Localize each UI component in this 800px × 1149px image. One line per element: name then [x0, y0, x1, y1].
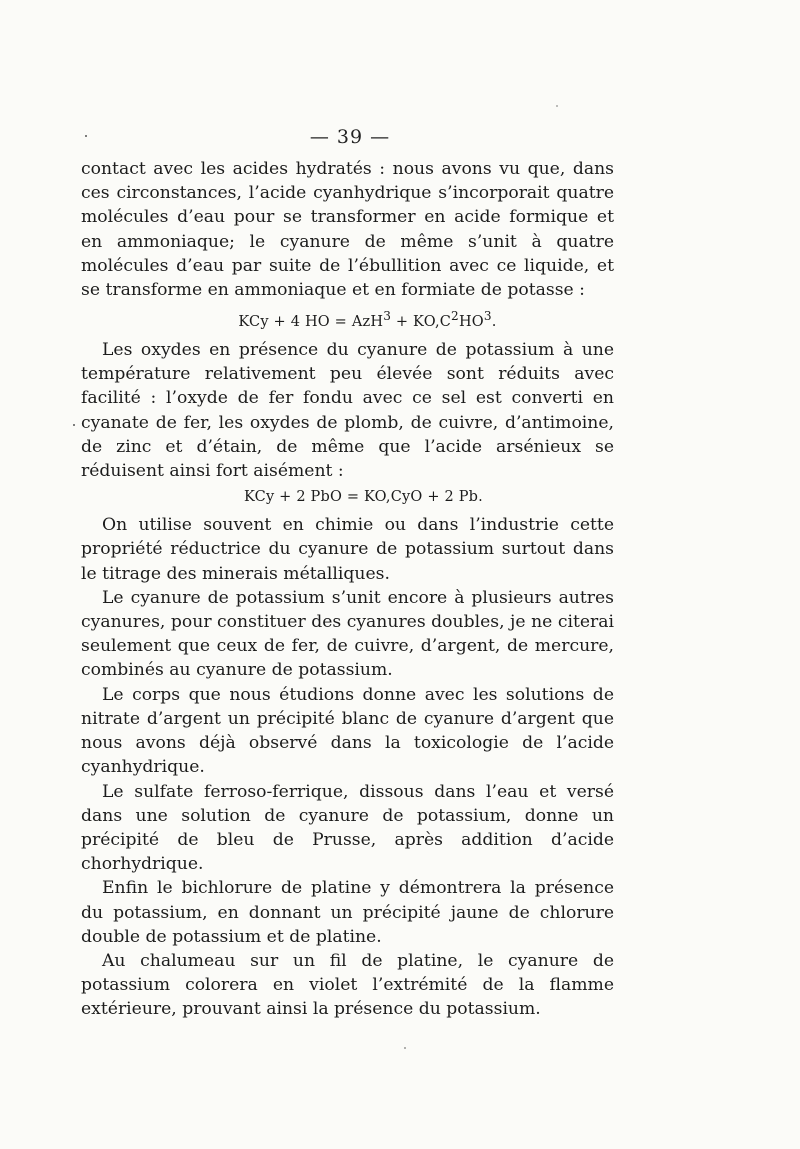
formula-part: . — [491, 314, 497, 331]
page-number: — 39 — — [309, 126, 391, 148]
paragraph-2: Les oxydes en présence du cyanure de potassium à une température relativement peu élevée sont réduits avec facilité : l’oxyde de fer fondu avec ce sel est converti en cyanate de fer, les oxydes de plomb, de cuivre, d’antimoine, de zinc et d’étain, de même que l’acide arsénieux se réduisent ainsi fort aisément : — [81, 340, 614, 482]
paragraph-1: contact avec les acides hydratés : nous avons vu que, dans ces circonstances, l’acide cyanhydrique s’incorporait quatre molécules d’eau pour se transformer en acide formique et en ammoniaque; le cyanure de même s’unit à quatre molécules d’eau par suite de l’ébullition avec ce liquide, et se transforme en ammoniaque et en formiate de potasse : — [81, 159, 614, 301]
paragraph-3: On utilise souvent en chimie ou dans l’industrie cette propriété réductrice du cyanure de potassium surtout dans le titrage des minerais métalliques. — [81, 515, 614, 584]
formula-part: + KO,C — [391, 314, 452, 331]
formula-part: KCy + 4 HO = AzH — [238, 314, 384, 331]
paragraph-8: Au chalumeau sur un fil de platine, le cyanure de potassium colorera en violet l’extrémité de la flamme extérieure, prouvant ainsi la présence du potassium. — [81, 950, 614, 1020]
formula-formiate — [81, 304, 614, 334]
print-speck — [404, 1047, 406, 1049]
formula-part: HO — [458, 314, 484, 331]
formula-superscript: 3 — [383, 309, 392, 324]
print-speck — [556, 105, 558, 107]
paragraph-5: Le corps que nous étudions donne avec les solutions de nitrate d’argent un précipité blanc de cyanure d’argent que nous avons déjà observé dans la toxicologie de l’acide cyanhydrique. — [81, 684, 614, 778]
paragraph-7: Enfin le bichlorure de platine y démontrera la présence du potassium, en donnant un précipité jaune de chlorure double de potassium et de platine. — [81, 878, 614, 947]
body-text — [81, 157, 614, 1022]
paragraph-6: Le sulfate ferroso-ferrique, dissous dans l’eau et versé dans une solution de cyanure de potassium, donne un précipité de bleu de Prusse, après addition d’acide chorhydrique. — [81, 781, 614, 875]
formula-plomb: KCy + 2 PbO = KO,CyO + 2 Pb. — [244, 489, 483, 506]
formula-superscript: 3 — [483, 309, 492, 324]
paragraph-4: Le cyanure de potassium s’unit encore à plusieurs autres cyanures, pour constituer des cyanures doubles, je ne citerai seulement que ceux de fer, de cuivre, d’argent, de mercure, combinés au cyanure de potassium. — [81, 587, 614, 681]
print-speck — [73, 424, 75, 426]
print-speck — [85, 135, 87, 137]
formula-superscript: 2 — [451, 309, 459, 324]
